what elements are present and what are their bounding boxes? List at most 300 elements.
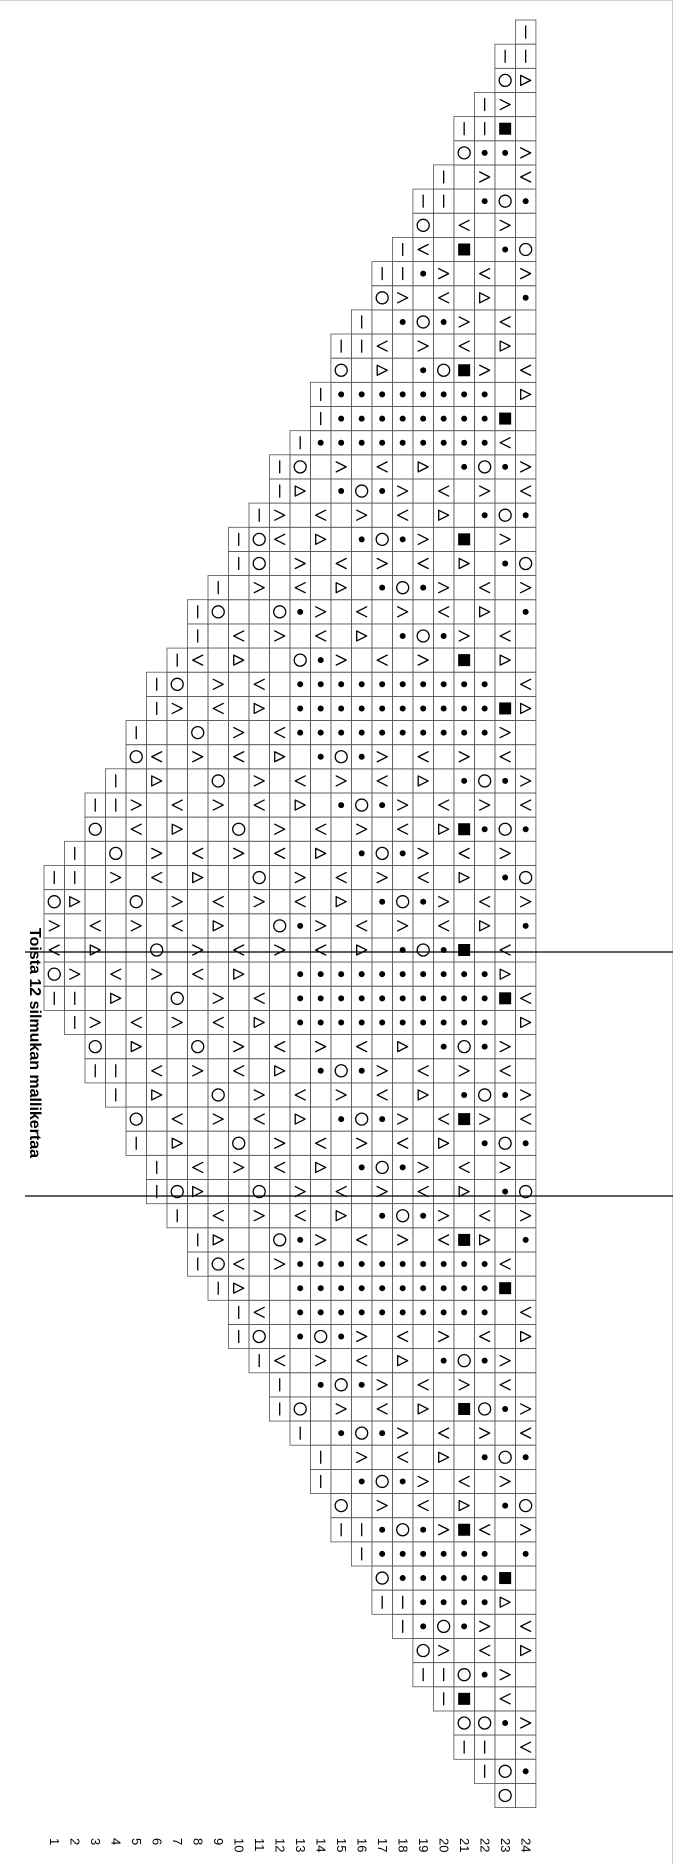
grid-cell (44, 962, 65, 986)
grid-cell (188, 696, 209, 720)
grid-cell (515, 1083, 536, 1107)
peak-symbol (500, 220, 510, 230)
grid-cell (167, 890, 188, 914)
peak-symbol (521, 897, 531, 907)
grid-cell (229, 721, 250, 745)
dot-symbol (420, 440, 426, 446)
dot-symbol (297, 971, 303, 977)
grid-cell (515, 1324, 536, 1348)
row-number: 15 (334, 1838, 350, 1853)
grid-cell (351, 793, 372, 817)
dot-symbol (359, 971, 365, 977)
triangle-symbol (398, 1042, 408, 1052)
grid-cell (351, 890, 372, 914)
circle-symbol (520, 872, 532, 884)
valley-symbol (398, 1138, 408, 1148)
grid-cell (372, 1180, 393, 1204)
grid-cell (310, 1131, 331, 1155)
dot-symbol (461, 1261, 467, 1267)
grid-cell (310, 1083, 331, 1107)
valley-symbol (480, 1332, 490, 1342)
dot-symbol (420, 271, 426, 277)
dot-symbol (400, 416, 406, 422)
grid-cell (188, 1059, 209, 1083)
dot-symbol (359, 1068, 365, 1074)
grid-cell (392, 551, 413, 575)
triangle-symbol (521, 75, 531, 85)
grid-cell (290, 576, 311, 600)
row-number: 9 (211, 1838, 227, 1846)
grid-cell (290, 527, 311, 551)
square-symbol (458, 1113, 470, 1125)
dot-symbol (420, 1309, 426, 1315)
valley-symbol (398, 1452, 408, 1462)
triangle-symbol (111, 993, 121, 1003)
dot-symbol (400, 1551, 406, 1557)
dot-symbol (482, 150, 488, 156)
grid-cell (474, 455, 495, 479)
grid-cell (474, 1155, 495, 1179)
valley-symbol (521, 486, 531, 496)
grid-cell (413, 503, 434, 527)
grid-cell (249, 745, 270, 769)
dot-symbol (318, 995, 324, 1001)
dot-symbol (400, 1019, 406, 1025)
dot-symbol (318, 971, 324, 977)
triangle-symbol (336, 897, 346, 907)
circle-symbol (417, 630, 429, 642)
dot-symbol (400, 1309, 406, 1315)
dot-symbol (420, 730, 426, 736)
grid-cell (310, 1204, 331, 1228)
grid-cell (433, 1131, 454, 1155)
backslash-symbol (439, 1428, 449, 1438)
grid-cell (433, 213, 454, 237)
grid-cell (229, 648, 250, 672)
grid-cell (167, 914, 188, 938)
dot-symbol (482, 1575, 488, 1581)
slash-symbol (377, 752, 387, 762)
grid-cell (126, 1107, 147, 1131)
dot-symbol (523, 609, 529, 615)
row-number-labels (47, 1838, 534, 1852)
grid-cell (188, 914, 209, 938)
square-symbol (458, 654, 470, 666)
row-number: 21 (457, 1838, 473, 1853)
grid-cell (392, 600, 413, 624)
dot-symbol (482, 440, 488, 446)
grid-cell (495, 334, 516, 358)
grid-cell (515, 1276, 536, 1300)
peak-symbol (152, 969, 162, 979)
grid-cell (474, 1687, 495, 1711)
grid-cell (454, 1180, 475, 1204)
grid-cell (310, 624, 331, 648)
triangle-symbol (439, 1138, 449, 1148)
circle-symbol (253, 533, 265, 545)
valley-symbol (500, 752, 510, 762)
grid-cell (495, 1035, 516, 1059)
grid-cell (474, 866, 495, 890)
circle-symbol (356, 1113, 368, 1125)
grid-cell (515, 648, 536, 672)
grid-cell (351, 551, 372, 575)
backslash-symbol (521, 1621, 531, 1631)
circle-symbol (274, 1234, 286, 1246)
slash-symbol (500, 1356, 510, 1366)
grid-cell (433, 576, 454, 600)
dot-symbol (420, 1285, 426, 1291)
grid-cell (290, 479, 311, 503)
grid-cell (290, 769, 311, 793)
square-symbol (458, 1693, 470, 1705)
grid-cell (474, 648, 495, 672)
grid-cell (372, 1035, 393, 1059)
grid-cell (454, 624, 475, 648)
grid-cell (392, 1228, 413, 1252)
grid-cell (413, 334, 434, 358)
grid-cell (188, 1107, 209, 1131)
dot-symbol (502, 464, 508, 470)
grid-cell (495, 1228, 516, 1252)
grid-cell (454, 310, 475, 334)
grid-cell (372, 769, 393, 793)
dot-symbol (482, 1599, 488, 1605)
dot-symbol (400, 1575, 406, 1581)
grid-cell (270, 1204, 291, 1228)
grid-cell (106, 1035, 127, 1059)
square-symbol (499, 123, 511, 135)
grid-cell (310, 1324, 331, 1348)
grid-cell (392, 334, 413, 358)
circle-symbol (335, 1379, 347, 1391)
grid-cell (249, 1131, 270, 1155)
grid-cell (433, 334, 454, 358)
grid-cell (208, 841, 229, 865)
grid-cell (474, 1397, 495, 1421)
grid-cell (413, 1107, 434, 1131)
peak-symbol (398, 607, 408, 617)
backslash-symbol (480, 897, 490, 907)
grid-cell (392, 1059, 413, 1083)
dot-symbol (482, 971, 488, 977)
grid-cell (85, 986, 106, 1010)
dot-symbol (338, 1334, 344, 1340)
grid-cell (85, 817, 106, 841)
grid-cell (392, 1445, 413, 1469)
grid-cell (413, 841, 434, 865)
dot-symbol (420, 995, 426, 1001)
grid-cell (433, 551, 454, 575)
triangle-symbol (172, 824, 182, 834)
grid-cell (270, 986, 291, 1010)
slash-symbol (480, 365, 490, 375)
grid-cell (495, 286, 516, 310)
grid-cell (249, 1059, 270, 1083)
dot-symbol (379, 1019, 385, 1025)
triangle-symbol (254, 1017, 264, 1027)
grid-cell (474, 1639, 495, 1663)
grid-cell (392, 793, 413, 817)
grid-cell (208, 1035, 229, 1059)
peak-symbol (459, 752, 469, 762)
slash-symbol (49, 921, 59, 931)
dot-symbol (338, 416, 344, 422)
grid-cell (351, 769, 372, 793)
triangle-symbol (480, 1235, 490, 1245)
grid-cell (106, 841, 127, 865)
grid-cell (372, 286, 393, 310)
backslash-symbol (172, 800, 182, 810)
grid-cell (290, 793, 311, 817)
backslash-symbol (500, 631, 510, 641)
grid-cell (474, 551, 495, 575)
grid-cell (249, 1276, 270, 1300)
dot-symbol (379, 730, 385, 736)
grid-cell (249, 1180, 270, 1204)
backslash-symbol (152, 752, 162, 762)
row-number: 14 (313, 1838, 329, 1853)
dot-symbol (461, 995, 467, 1001)
grid-cell (515, 938, 536, 962)
row-number: 4 (108, 1838, 124, 1846)
dot-symbol (338, 730, 344, 736)
grid-cell (167, 769, 188, 793)
peak-symbol (521, 269, 531, 279)
grid-cell (208, 817, 229, 841)
grid-cell (495, 358, 516, 382)
grid-cell (208, 696, 229, 720)
backslash-symbol (418, 752, 428, 762)
grid-cell (351, 576, 372, 600)
grid-cell (372, 358, 393, 382)
dot-symbol (482, 198, 488, 204)
square-symbol (458, 243, 470, 255)
grid-cell (290, 1107, 311, 1131)
circle-symbol (479, 1717, 491, 1729)
backslash-symbol (152, 1066, 162, 1076)
grid-cell (372, 1324, 393, 1348)
circle-symbol (417, 219, 429, 231)
grid-cell (495, 1469, 516, 1493)
grid-cell (331, 527, 352, 551)
circle-symbol (130, 1113, 142, 1125)
grid-cell (515, 1687, 536, 1711)
grid-cell (474, 165, 495, 189)
grid-cell (413, 286, 434, 310)
grid-cell (188, 962, 209, 986)
dot-symbol (297, 681, 303, 687)
dot-symbol (523, 1551, 529, 1557)
grid-cell (167, 986, 188, 1010)
grid-cell (433, 286, 454, 310)
grid-cell (495, 165, 516, 189)
peak-symbol (500, 1162, 510, 1172)
triangle-symbol (500, 1597, 510, 1607)
grid-cell (495, 962, 516, 986)
grid-cell (474, 1469, 495, 1493)
grid-cell (495, 1687, 516, 1711)
grid-cell (474, 213, 495, 237)
slash-symbol (521, 1404, 531, 1414)
grid-cell (126, 1083, 147, 1107)
grid-cell (392, 1107, 413, 1131)
backslash-symbol (275, 728, 285, 738)
grid-cell (351, 1324, 372, 1348)
grid-cell (331, 817, 352, 841)
grid-cell (331, 1397, 352, 1421)
square-symbol (458, 944, 470, 956)
grid-cell (515, 1469, 536, 1493)
dot-symbol (338, 995, 344, 1001)
grid-cell (454, 576, 475, 600)
grid-cell (208, 962, 229, 986)
grid-cell (331, 1373, 352, 1397)
grid-cell (331, 1349, 352, 1373)
grid-cell (515, 479, 536, 503)
backslash-symbol (254, 679, 264, 689)
triangle-symbol (90, 945, 100, 955)
grid-cell (515, 1252, 536, 1276)
peak-symbol (418, 341, 428, 351)
triangle-symbol (193, 873, 203, 883)
triangle-symbol (254, 703, 264, 713)
grid-cell (167, 1010, 188, 1034)
circle-symbol (417, 944, 429, 956)
grid-cell (249, 696, 270, 720)
grid-cell (147, 914, 168, 938)
dot-symbol (461, 705, 467, 711)
grid-cell (331, 769, 352, 793)
dot-symbol (297, 1261, 303, 1267)
grid-cell (515, 1614, 536, 1638)
row-number: 16 (354, 1838, 370, 1853)
slash-symbol (398, 1114, 408, 1124)
circle-symbol (335, 1065, 347, 1077)
grid-cell (208, 1252, 229, 1276)
grid-cell (392, 890, 413, 914)
grid-cell (474, 358, 495, 382)
circle-symbol (212, 1258, 224, 1270)
dot-symbol (359, 391, 365, 397)
grid-cell (515, 68, 536, 92)
backslash-symbol (480, 269, 490, 279)
peak-symbol (254, 1211, 264, 1221)
dot-symbol (461, 681, 467, 687)
grid-cell (372, 1373, 393, 1397)
dot-symbol (297, 1019, 303, 1025)
grid-cell (495, 1614, 516, 1638)
grid-cell (392, 866, 413, 890)
grid-cell (392, 455, 413, 479)
grid-cell (85, 962, 106, 986)
row-number: 1 (47, 1838, 63, 1846)
backslash-symbol (316, 510, 326, 520)
backslash-symbol (459, 220, 469, 230)
grid-cell (392, 1518, 413, 1542)
grid-cell (495, 1542, 516, 1566)
backslash-symbol (131, 1017, 141, 1027)
grid-cell (249, 527, 270, 551)
grid-cell (515, 1397, 536, 1421)
grid-cell (454, 1421, 475, 1445)
slash-symbol (459, 631, 469, 641)
grid-cell (495, 793, 516, 817)
triangle-symbol (500, 655, 510, 665)
grid-cell (188, 672, 209, 696)
grid-cell (229, 672, 250, 696)
grid-cell (495, 310, 516, 334)
grid-cell (188, 866, 209, 890)
valley-symbol (398, 510, 408, 520)
grid-cell (249, 1010, 270, 1034)
row-number: 23 (498, 1838, 514, 1853)
triangle-symbol (459, 873, 469, 883)
valley-symbol (295, 583, 305, 593)
grid-cell (515, 1373, 536, 1397)
row-number: 17 (375, 1838, 391, 1853)
backslash-symbol (336, 1187, 346, 1197)
circle-symbol (274, 606, 286, 618)
valley-symbol (439, 921, 449, 931)
grid-cell (290, 1035, 311, 1059)
grid-cell (413, 1349, 434, 1373)
slash-symbol (439, 1211, 449, 1221)
triangle-symbol (459, 1187, 469, 1197)
dot-symbol (420, 971, 426, 977)
grid-cell (413, 1639, 434, 1663)
backslash-symbol (336, 559, 346, 569)
circle-symbol (212, 775, 224, 787)
valley-symbol (295, 1211, 305, 1221)
grid-cell (167, 866, 188, 890)
grid-cell (495, 914, 516, 938)
dot-symbol (461, 1575, 467, 1581)
grid-cell (372, 1131, 393, 1155)
grid-cell (290, 1059, 311, 1083)
dot-symbol (338, 802, 344, 808)
valley-symbol (418, 559, 428, 569)
backslash-symbol (418, 1066, 428, 1076)
grid-cell (351, 1228, 372, 1252)
grid-cell (454, 1155, 475, 1179)
peak-symbol (275, 1259, 285, 1269)
grid-cell (515, 237, 536, 261)
dot-symbol (441, 440, 447, 446)
grid-cell (249, 672, 270, 696)
grid-cell (167, 1059, 188, 1083)
valley-symbol (193, 969, 203, 979)
triangle-symbol (521, 703, 531, 713)
grid-cell (126, 938, 147, 962)
grid-cell (229, 624, 250, 648)
dot-symbol (379, 1261, 385, 1267)
grid-cell (495, 1421, 516, 1445)
valley-symbol (357, 1356, 367, 1366)
triangle-symbol (316, 848, 326, 858)
dot-symbol (338, 1116, 344, 1122)
triangle-symbol (418, 776, 428, 786)
slash-symbol (234, 728, 244, 738)
grid-cell (331, 624, 352, 648)
circle-symbol (479, 1403, 491, 1415)
grid-cell (413, 237, 434, 261)
dot-symbol (441, 1285, 447, 1291)
grid-cell (208, 1155, 229, 1179)
grid-cell (495, 890, 516, 914)
dot-symbol (400, 850, 406, 856)
grid-cell (106, 866, 127, 890)
